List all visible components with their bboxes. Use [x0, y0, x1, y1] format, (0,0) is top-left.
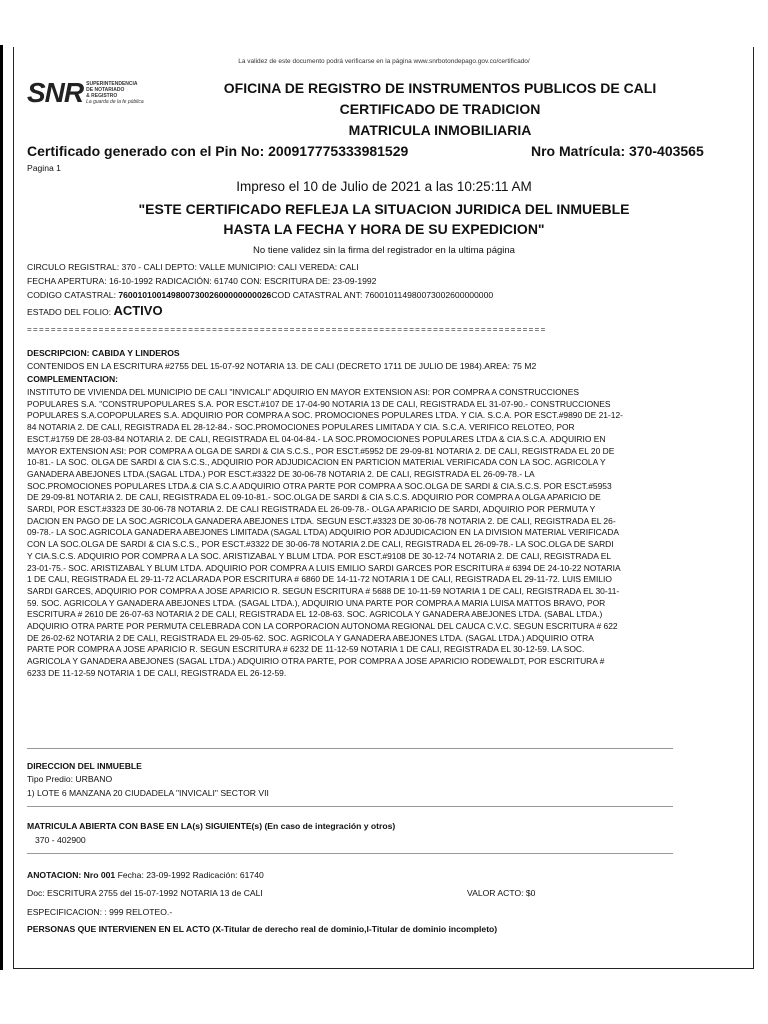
separator-line: =======================================================================================: [27, 325, 547, 334]
estado-label: ESTADO DEL FOLIO:: [27, 307, 114, 317]
logo-line: & REGISTRO: [86, 93, 118, 99]
pin-row: [27, 143, 747, 159]
complementacion-text: [27, 387, 750, 680]
text-line: ADQUIRIO OTRA PARTE POR PERMUTA CELEBRADA CON LA CORPORACION AUTONOMA REGIONAL DEL CAUCA C.V.C. SEGUN ESCRITURA # 622: [27, 621, 618, 632]
codigo-value: 76001010014980073002600000000026: [118, 290, 272, 300]
divider: [27, 853, 673, 854]
logo-tagline: La guarda de la fe pública: [86, 99, 144, 105]
signature-notice: No tiene validez sin la firma del registrador en la ultima página: [253, 245, 515, 256]
logo-line: DE NOTARIADO: [86, 87, 125, 93]
text-line: 09-78.- LA SOC.AGRICOLA GANADERA ABEJONES LIMITADA (SAGAL LTDA) ADQUIRIO POR ADJUDICACION EN LA DIVISION MATERIAL VERIFICADA: [27, 527, 620, 538]
text-line: 59. SOC. AGRICOLA Y GANADERA ABEJONES LTDA. (SAGAL LTDA.), ADQUIRIO UNA PARTE POR COMPRA A MARIA LUISA MATTOS BRAVO, POR: [27, 597, 606, 608]
complementacion-heading: COMPLEMENTACION:: [27, 374, 119, 384]
print-date: Impreso el 10 de Julio de 2021 a las 10:25:11 AM: [236, 179, 532, 194]
text-line: ESCRITURA # 2610 DE 26-07-63 NOTARIA 2 DE CALI, REGISTRADA EL 12-08-63. SOC. AGRICOLA Y GANADERA ABEJONES LTDA. (SABAL LTDA.): [27, 609, 603, 620]
text-line: ESCT.#1759 DE 28-03-84 NOTARIA 2. DE CALI, REGISTRADA EL 04-04-84.- LA SOC.PROMOCIONES POPULARES LTDA & CIA.S.C.A. ADQUIRIO EN: [27, 433, 606, 444]
text-line: CON LA SOC.OLGA DE SARDI & CIA S.C.S., POR ESCT.#3322 DE 30-06-78 NOTARIA 2.DE CALI, REGISTRADA EL 26-09-78.- LA SOC.OLGA DE SARDI: [27, 539, 614, 550]
pin-number: Certificado generado con el Pin No: 200917775333981529: [27, 143, 409, 159]
logo-acronym: SNR: [27, 77, 84, 108]
text-line: Y CIA.S.C.S. ADQUIRIO POR COMPRA A LA SOC. ARISTIZABAL Y BLUM LTDA. POR ESCT.#9108 DE 30-12-74 NOTARIA 2. DE CALI, REGISTRADA EL: [27, 550, 612, 561]
text-line: PARTE POR COMPRA A JOSE APARICIO R. SEGUN ESCRITURA # 6232 DE 11-12-59 NOTARIA 1 DE CALI, REGISTRADA EL 30-12-59. LA SOC.: [27, 644, 585, 655]
text-line: SOC.PROMOCIONES POPULARES LTDA.& CIA S.C.A ADQUIRIO OTRA PARTE POR COMPRA A SOC.OLGA DE SARDI & CIA.S.C.S. POR ESCT.#5953: [27, 480, 612, 491]
anotacion-number: ANOTACION: Nro 001: [27, 870, 116, 880]
codigo-label: CODIGO CATASTRAL:: [27, 290, 119, 300]
divider: [27, 806, 673, 807]
text-line: 10-81.- LA SOC. OLGA DE SARDI & CIA S.C.S., ADQUIRIO POR ADJUDICACION EN PARTICION MATERIAL VERIFICADA CON LA SOC. AGRICOLA Y: [27, 457, 606, 468]
snr-logo: [27, 79, 144, 107]
direccion-line: 1) LOTE 6 MANZANA 20 CIUDADELA "INVICALI" SECTOR VII: [27, 788, 269, 798]
text-line: AGRICOLA Y GANADERA ABEJONES (SAGAL LTDA.) ADQUIRIO OTRA PARTE, POR COMPRA A JOSE APARICIO RODEWALDT, POR ESCRITURA #: [27, 656, 605, 667]
page-number: Pagina 1: [27, 163, 61, 173]
descripcion-heading: DESCRIPCION: CABIDA Y LINDEROS: [27, 348, 180, 358]
codigo-anterior: COD CATASTRAL ANT: 760010114980073002600000000: [271, 290, 494, 300]
anotacion-details: Fecha: 23-09-1992 Radicación: 61740: [115, 870, 264, 880]
codigo-catastral: [27, 289, 493, 301]
notice-line-2: HASTA LA FECHA Y HORA DE SU EXPEDICION": [223, 221, 545, 237]
matricula-number: Nro Matrícula: 370-403565: [531, 143, 704, 159]
notice-line-1: "ESTE CERTIFICADO REFLEJA LA SITUACION JURIDICA DEL INMUEBLE: [138, 201, 630, 217]
logo-text: [86, 81, 144, 105]
circulo-registral: CIRCULO REGISTRAL: 370 - CALI DEPTO: VALLE MUNICIPIO: CALI VEREDA: CALI: [27, 262, 359, 272]
text-line: 23-01-75.- SOC. ARISTIZABAL Y BLUM LTDA. ADQUIRIO POR COMPRA A LUIS EMILIO SARDI GARCES POR ESCRITURA # 6394 DE 24-10-22 NOTARIA: [27, 562, 621, 573]
text-line: INSTITUTO DE VIVIENDA DEL MUNICIPIO DE CALI "INVICALI" ADQUIRIO EN MAYOR EXTENSION ASI: POR COMPRA A CONSTRUCCIONES: [27, 387, 580, 397]
tipo-predio: Tipo Predio: URBANO: [27, 774, 113, 784]
personas-heading: PERSONAS QUE INTERVIENEN EN EL ACTO (X-Titular de derecho real de dominio,I-Titular de dominio incompleto): [27, 924, 498, 934]
estado-value: ACTIVO: [113, 303, 163, 318]
direccion-heading: DIRECCION DEL INMUEBLE: [27, 761, 142, 771]
text-line: POPULARES S.A. "CONSTRUPOPULARES S.A. POR ESCT.#107 DE 17-04-90 NOTARIA 13 DE CALI, REGISTRADA EL 31-07-90.- CONSTRUCCIONES: [27, 398, 611, 409]
text-line: SARDI, POR ESCT.#3323 DE 30-06-78 NOTARIA 2. DE CALI REGISTRADA EL 26-09-78.- OLGA APARICIO DE SARDI, ADQUIRIO POR PERMUTA Y: [27, 504, 596, 515]
divider: [27, 748, 673, 749]
matricula-abierta-value: 370 - 402900: [35, 835, 86, 845]
text-line: SARDI GARCES, ADQUIRIO POR COMPRA A JOSE APARICIO R. SEGUN ESCRITURA # 5688 DE 10-11-59 NOTARIA 1 DE CALI, REGISTRADA EL 30-11-: [27, 585, 620, 596]
text-line: 6233 DE 11-12-59 NOTARIA 1 DE CALI, REGISTRADA EL 26-12-59.: [27, 667, 287, 678]
office-title: OFICINA DE REGISTRO DE INSTRUMENTOS PUBLICOS DE CALI: [223, 80, 657, 96]
anotacion-line: [27, 869, 264, 881]
matricula-title: MATRICULA INMOBILIARIA: [348, 122, 532, 138]
doc-line: Doc: ESCRITURA 2755 del 15-07-1992 NOTARIA 13 de CALI: [27, 888, 263, 898]
especificacion: ESPECIFICACION: : 999 RELOTEO.-: [27, 907, 173, 917]
logo-line: SUPERINTENDENCIA: [86, 81, 138, 87]
text-line: MAYOR EXTENSION ASI: POR COMPRA A OLGA DE SARDI & CIA S.C.S., POR ESCT.#5952 DE 29-09-81 NOTARIA 2. DE CALI, REGISTRADA EL 20 DE: [27, 445, 615, 456]
descripcion-text: CONTENIDOS EN LA ESCRITURA #2755 DEL 15-07-92 NOTARIA 13. DE CALI (DECRETO 1711 DE JULIO DE 1984).AREA: 75 M2: [27, 361, 537, 371]
estado-folio: [27, 305, 163, 318]
text-line: DACION EN PAGO DE LA SOC.AGRICOLA GANADERA ABEJONES LTDA. SEGUN ESCT.#3323 DE 30-06-78 NOTARIA 2. DE CALI, REGISTRADA EL 26-: [27, 515, 616, 526]
validity-note: La validez de este documento podrá verificarse en la página www.snrbotondepago.gov.co/certificado/: [238, 58, 530, 65]
matricula-abierta-heading: MATRICULA ABIERTA CON BASE EN LA(s) SIGUIENTE(s) (En caso de integración y otros): [27, 821, 396, 831]
text-line: GANADERA ABEJONES LTDA.(SAGAL LTDA.) POR ESCT.#3322 DE 30-06-78 NOTARIA 2. DE CALI, REGISTRADA EL 26-09-78.- LA: [27, 468, 535, 479]
certificate-title: CERTIFICADO DE TRADICION: [339, 101, 541, 117]
text-line: 84 NOTARIA 2. DE CALI, REGISTRADA EL 28-12-84.- SOC.PROMOCIONES POPULARES LIMITADA Y CIA. S.C.A. VERIFICO RELOTEO, POR: [27, 422, 575, 433]
fecha-apertura: FECHA APERTURA: 16-10-1992 RADICACIÓN: 61740 CON: ESCRITURA DE: 23-09-1992: [27, 276, 377, 286]
text-line: DE 26-02-62 NOTARIA 2 DE CALI, REGISTRADA EL 29-05-62. SOC. AGRICOLA Y GANADERA ABEJONES LTDA. (SAGAL LTDA.) ADQUIRIO OTRA: [27, 632, 594, 643]
text-line: DE 29-09-81 NOTARIA 2. DE CALI, REGISTRADA EL 09-10-81.- SOC.OLGA DE SARDI & CIA S.C.S. ADQUIRIO POR COMPRA A OLGA APARICIO DE: [27, 492, 601, 503]
valor-acto: VALOR ACTO: $0: [467, 888, 536, 898]
text-line: POPULARES S.A.COPOPULARES S.A. ADQUIRIO POR COMPRA A SOC. PROMOCIONES POPULARES LTDA. Y CIA. S.C.A. POR ESCT.#9890 DE 21-12-: [27, 410, 623, 421]
text-line: 1 DE CALI, REGISTRADA EL 29-11-72 ACLARADA POR ESCRITURA # 6860 DE 14-11-72 NOTARIA 1 DE CALI, REGISTRADA EL 29-11-72. LUIS EMILIO: [27, 574, 612, 585]
